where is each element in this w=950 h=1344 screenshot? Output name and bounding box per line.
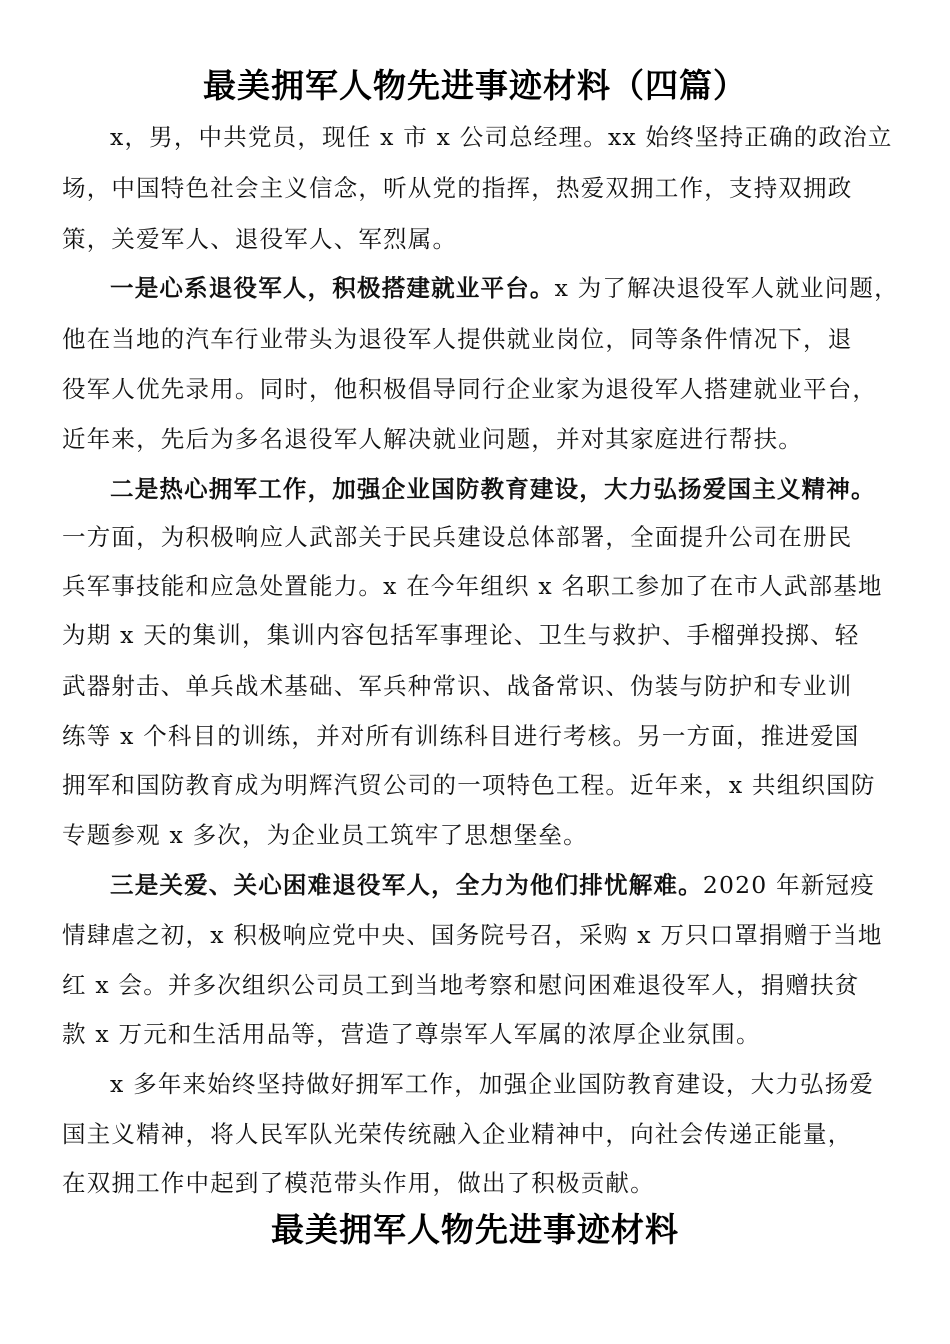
paragraph-3-line-5: 练等 x 个科目的训练，并对所有训练科目进行考核。另一方面，推进爱国 [62,722,860,750]
paragraph-4-text: 2020 年新冠疫 [702,871,875,899]
paragraph-5-line-3: 在双拥工作中起到了模范带头作用，做出了积极贡献。 [62,1169,655,1197]
paragraph-4-heading: 三是关爱、关心困难退役军人，全力为他们排忧解难。 [110,871,703,899]
paragraph-5-line-1: x 多年来始终坚持做好拥军工作，加强企业国防教育建设，大力弘扬爱 [110,1070,875,1098]
paragraph-2-heading: 一是心系退役军人，积极搭建就业平台。 [110,274,555,302]
paragraph-4-line-4: 款 x 万元和生活用品等，营造了尊崇军人军属的浓厚企业氛围。 [62,1020,761,1048]
paragraph-2-text: x 为了解决退役军人就业问题， [554,274,899,302]
paragraph-4-line-3: 红 x 会。并多次组织公司员工到当地考察和慰问困难退役军人，捐赠扶贫 [62,971,860,999]
paragraph-3-heading: 二是热心拥军工作，加强企业国防教育建设，大力弘扬爱国主义精神。 [110,475,876,503]
paragraph-3-line-4: 武器射击、单兵战术基础、军兵种常识、战备常识、伪装与防护和专业训 [62,672,853,700]
paragraph-2-line-2: 他在当地的汽车行业带头为退役军人提供就业岗位，同等条件情况下，退 [62,325,853,353]
paragraph-5-line-2: 国主义精神，将人民军队光荣传统融入企业精神中，向社会传递正能量， [62,1120,853,1148]
document-title: 最美拥军人物先进事迹材料（四篇） [203,66,747,105]
paragraph-2-line-3: 役军人优先录用。同时，他积极倡导同行企业家为退役军人搭建就业平台， [62,375,878,403]
paragraph-1-line-3: 策，关爱军人、退役军人、军烈属。 [62,225,458,253]
section-title: 最美拥军人物先进事迹材料 [271,1210,679,1249]
paragraph-2-line-4: 近年来，先后为多名退役军人解决就业问题，并对其家庭进行帮扶。 [62,425,803,453]
paragraph-3-line-1: 一方面，为积极响应人武部关于民兵建设总体部署，全面提升公司在册民 [62,523,853,551]
paragraph-3-line-2: 兵军事技能和应急处置能力。x 在今年组织 x 名职工参加了在市人武部基地 [62,572,883,600]
paragraph-2-line-1 [110,273,899,303]
paragraph-3-line-3: 为期 x 天的集训，集训内容包括军事理论、卫生与救护、手榴弹投掷、轻 [62,621,860,649]
paragraph-4-line-1 [110,870,875,900]
paragraph-3-line-6: 拥军和国防教育成为明辉汽贸公司的一项特色工程。近年来，x 共组织国防 [62,771,876,799]
paragraph-1-line-1: x，男，中共党员，现任 x 市 x 公司总经理。xx 始终坚持正确的政治立 [110,123,893,151]
paragraph-3-line-7: 专题参观 x 多次，为企业员工筑牢了思想堡垒。 [62,821,588,849]
paragraph-4-line-2: 情肆虐之初，x 积极响应党中央、国务院号召，采购 x 万只口罩捐赠于当地 [62,921,883,949]
paragraph-1-line-2: 场，中国特色社会主义信念，听从党的指挥，热爱双拥工作，支持双拥政 [62,174,853,202]
